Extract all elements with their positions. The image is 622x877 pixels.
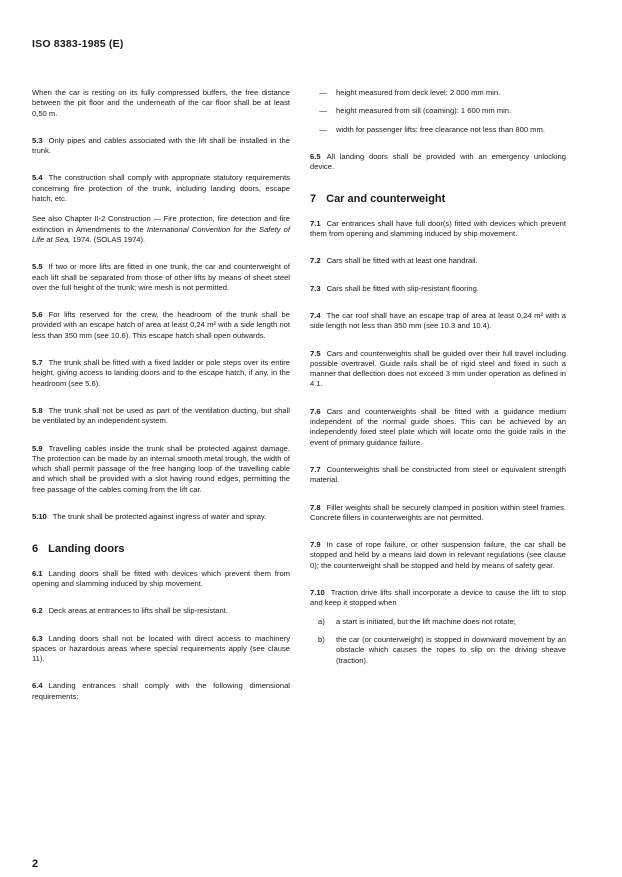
section-heading-7 <box>310 194 566 204</box>
clause-text: Traction drive lifts shall incorporate a device to cause the lift to stop and keep it stopped when <box>310 588 566 608</box>
paragraph-see-also <box>32 214 290 245</box>
clause-number: 5.5 <box>32 262 43 272</box>
clause-text: Cars shall be fitted with at least one handrail. <box>326 256 478 266</box>
clause-number: 5.8 <box>32 405 43 415</box>
list-label: b) <box>318 634 325 644</box>
clause-text: All landing doors shall be provided with an emergency unlocking device. <box>310 151 566 172</box>
clause-5-8 <box>32 406 290 427</box>
clause-6-1 <box>32 569 290 590</box>
clause-5-9 <box>32 444 290 495</box>
section-title: Landing doors <box>48 543 125 556</box>
clause-6-2 <box>32 606 290 616</box>
see-also-text: See also Chapter II-2 Construction — Fire protection, fire detection and fire extinction in Amendments to the <box>32 214 290 234</box>
clause-number: 6.3 <box>32 633 43 643</box>
clause-text: Cars and counterweights shall be guided over their full travel including possible overtravel. Guide rails shall be of rigid steel and fixed in such a manner that deflection does not exceed 3 mm under operation as defined in 4.1. <box>310 348 566 389</box>
clause-7-6 <box>310 407 566 448</box>
clause-text: In case of rope failure, or other suspension failure, the car shall be stopped and held by a means laid down in relevant regulations (see clause 0); the counterweight shall be stopped and held by means of safety gear. <box>310 540 566 570</box>
see-also-year: 1974. (SOLAS 1974). <box>72 234 146 244</box>
clause-5-5 <box>32 262 290 293</box>
list-label: a) <box>318 616 325 626</box>
clause-number: 7.1 <box>310 218 321 228</box>
clause-7-4 <box>310 311 566 332</box>
clause-text: Landing entrances shall comply with the following dimensional requirements: <box>32 681 290 701</box>
clause-text: Car entrances shall have full door(s) fitted with devices which prevent them from opening and slamming induced by ship movement. <box>310 218 566 239</box>
clause-number: 7.2 <box>310 256 321 266</box>
dash-mark: — <box>319 88 327 97</box>
clause-text: Deck areas at entrances to lifts shall be slip-resistant. <box>48 606 228 616</box>
clause-7-7 <box>310 465 566 486</box>
clause-text: Travelling cables inside the trunk shall be protected against damage. The protection can be made by an internal smooth metal trough, the width of which shall permit passage of the free hanging loop of the travelling cable and which shall be provided with a slot having round edges, permitting the free passage of the cables coming from the lift car. <box>32 443 290 494</box>
clause-7-8 <box>310 503 566 524</box>
convention-title: International Convention for the Safety of Life at Sea, <box>32 224 290 244</box>
page-number: 2 <box>32 858 39 870</box>
clause-text: Cars shall be fitted with slip-resistant flooring. <box>326 283 479 293</box>
dimension-item <box>310 88 566 98</box>
clause-text: The car roof shall have an escape trap of area at least 0,24 m² with a side length not less than 350 mm (see 10.3 and 10.4). <box>310 310 566 331</box>
clause-number: 6.1 <box>32 568 43 578</box>
dimension-text: height measured from deck level: 2 000 mm min. <box>336 88 501 97</box>
clause-text: The trunk shall be protected against ingress of water and spray. <box>52 512 267 522</box>
clause-6-4 <box>32 681 290 702</box>
clause-text: If two or more lifts are fitted in one trunk, the car and counterweight of each lift shall be separated from those of other lifts by means of sheet steel over the full height of the trunk; wire mesh is not permitted. <box>32 262 290 292</box>
clause-7-3 <box>310 284 566 294</box>
clause-number: 5.7 <box>32 358 43 368</box>
document-header: ISO 8383-1985 (E) <box>32 38 124 50</box>
paragraph-pit-clearance: When the car is resting on its fully compressed buffers, the free distance between the pit floor and the underneath of the car floor shall be at least 0,50 m. <box>32 88 290 118</box>
clause-number: 6.4 <box>32 681 43 691</box>
clause-5-7 <box>32 358 290 389</box>
clause-number: 7.6 <box>310 406 321 416</box>
clause-text: Landing doors shall be fitted with devices which prevent them from opening and slamming induced by ship movement. <box>32 568 290 588</box>
clause-text: Landing doors shall not be located with direct access to machinery spaces or hazardous areas where special requirements apply (see clause 11). <box>32 633 290 664</box>
clause-number: 7.7 <box>310 464 321 474</box>
clause-7-2 <box>310 256 566 266</box>
clause-5-10 <box>32 512 290 522</box>
clause-text: For lifts reserved for the crew, the headroom of the trunk shall be provided with an escape hatch of area at least 0,24 m² with a side length not less than 350 mm (see 10.6). This escape hatch shall open outwards. <box>32 310 290 340</box>
clause-6-3 <box>32 634 290 665</box>
list-text: a start is initiated, but the lift machine does not rotate; <box>336 616 516 626</box>
clause-6-5 <box>310 152 566 173</box>
clause-text: Only pipes and cables associated with the lift shall be installed in the trunk. <box>32 135 290 156</box>
clause-text: Filler weights shall be securely clamped in position within steel frames. Concrete fillers in counterweights are not permitted. <box>310 502 566 522</box>
clause-number: 5.4 <box>32 173 43 183</box>
clause-7-9 <box>310 540 566 571</box>
section-number: 6 <box>32 543 39 556</box>
dimension-item <box>310 125 566 135</box>
clause-number: 7.5 <box>310 348 321 358</box>
clause-number: 7.9 <box>310 540 321 550</box>
clause-number: 7.4 <box>310 310 321 320</box>
dimension-item <box>310 106 566 116</box>
section-title: Car and counterweight <box>326 193 446 206</box>
right-column <box>310 88 566 666</box>
dash-mark: — <box>319 124 327 134</box>
clause-text: The construction shall comply with appropriate statutory requirements concerning fire protection of the trunk, including landing doors, escape hatch, etc. <box>32 173 290 204</box>
clause-number: 5.3 <box>32 135 43 145</box>
clause-number: 7.8 <box>310 502 321 512</box>
clause-number: 5.9 <box>32 443 43 453</box>
clause-5-3 <box>32 136 290 157</box>
clause-7-1 <box>310 219 566 240</box>
list-item-b <box>310 635 566 666</box>
clause-number: 7.3 <box>310 283 321 293</box>
clause-5-4 <box>32 173 290 204</box>
clause-number: 6.5 <box>310 151 321 161</box>
list-text: the car (or counterweight) is stopped in downward movement by an obstacle which causes the ropes to slip on the driving sheave (traction). <box>336 634 566 665</box>
clause-number: 5.10 <box>32 512 47 522</box>
clause-text: The trunk shall not be used as part of the ventilation ducting, but shall be ventilated by an independent system. <box>32 405 290 426</box>
dash-mark: — <box>319 106 327 116</box>
dimension-text: height measured from sill (coaming): 1 600 mm min. <box>336 106 512 116</box>
clause-7-10 <box>310 588 566 609</box>
clause-number: 6.2 <box>32 606 43 616</box>
clause-text: Counterweights shall be constructed from steel or equivalent strength material. <box>310 464 566 485</box>
clause-5-6 <box>32 310 290 341</box>
dimension-text: width for passenger lifts: free clearance not less than 800 mm. <box>336 124 545 134</box>
section-number: 7 <box>310 193 317 206</box>
section-heading-6 <box>32 544 290 554</box>
clause-7-5 <box>310 349 566 390</box>
clause-number: 5.6 <box>32 310 43 320</box>
clause-number: 7.10 <box>310 588 325 598</box>
clause-text: The trunk shall be fitted with a fixed ladder or pole steps over its entire height, giving access to landing doors and to the escape hatch, if any, in the headroom (see 5.6). <box>32 358 290 388</box>
left-column <box>32 88 290 702</box>
clause-text: Cars and counterweights shall be fitted with a guidance medium independent of the normal guide shoes. This can be achieved by an independently fixed steel plate which will locate onto the guide rails in the event of primary guidance failure. <box>310 406 566 447</box>
list-item-a <box>310 617 566 627</box>
